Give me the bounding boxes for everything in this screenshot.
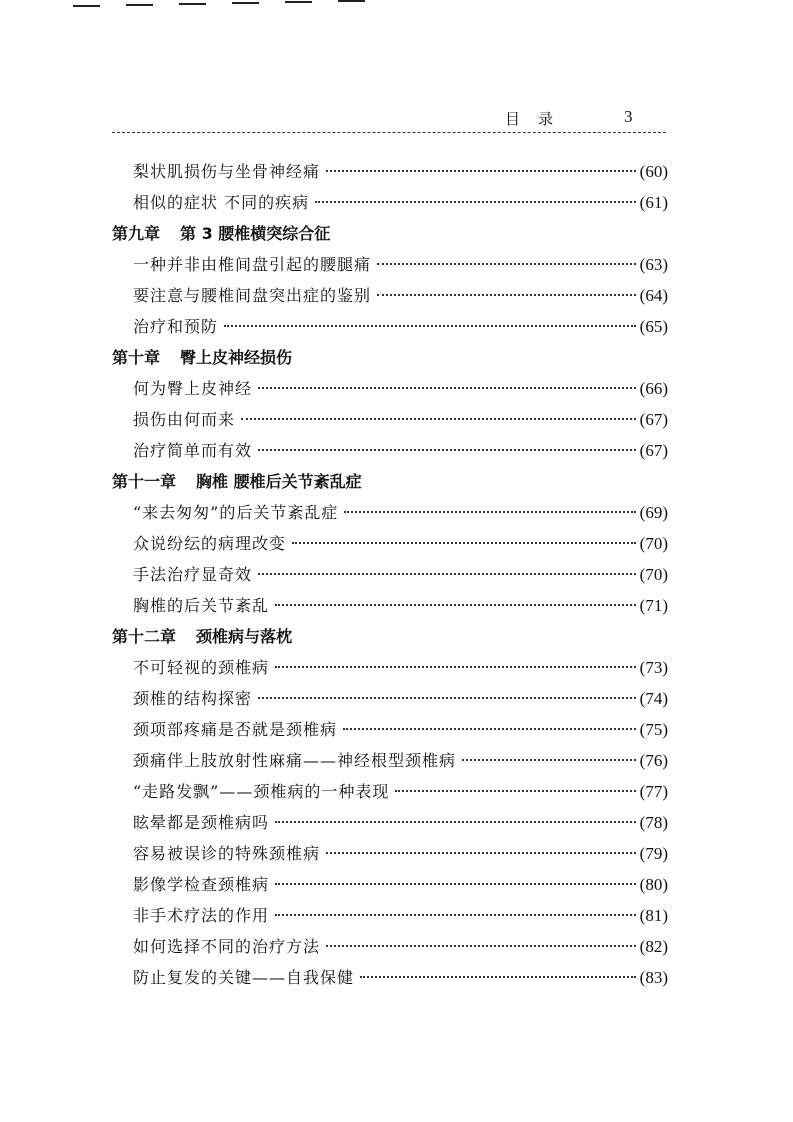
toc-entry[interactable] [112,373,668,404]
entry-page: (66) [639,379,668,398]
entry-page: (78) [639,813,668,832]
entry-title: 影像学检查颈椎病 [133,875,270,894]
scan-mark [232,2,259,4]
entry-page: (60) [639,162,668,181]
scan-edge-marks [70,0,370,8]
entry-title: 梨状肌损伤与坐骨神经痛 [133,162,321,181]
toc-entry[interactable] [112,745,668,776]
entry-page: (73) [639,658,668,677]
scan-mark [338,0,365,2]
table-of-contents [112,156,668,993]
entry-page: (67) [639,410,668,429]
entry-page: (81) [639,906,668,925]
dot-leader [326,945,636,947]
chapter-title: 胸椎 腰椎后关节紊乱症 [196,472,362,491]
entry-page: (65) [639,317,668,336]
dot-leader [275,666,636,668]
toc-entry[interactable] [112,714,668,745]
entry-title: 治疗简单而有效 [133,441,253,460]
running-head-title: 目录 [505,110,572,128]
dot-leader [275,604,636,606]
entry-title: 胸椎的后关节紊乱 [133,596,270,615]
dot-leader [275,821,636,823]
toc-entry[interactable] [112,590,668,621]
entry-title: “来去匆匆”的后关节紊乱症 [133,503,339,522]
dot-leader [344,511,635,513]
entry-title: 一种并非由椎间盘引起的腰腿痛 [133,255,372,274]
toc-entry[interactable] [112,187,668,218]
dot-leader [275,883,636,885]
entry-title: 相似的症状 不同的疾病 [133,193,310,212]
chapter-number: 第九章 [112,224,161,243]
entry-page: (69) [639,503,668,522]
entry-title: 不可轻视的颈椎病 [133,658,270,677]
entry-title: 手法治疗显奇效 [133,565,253,584]
dot-leader [462,759,636,761]
entry-title: 非手术疗法的作用 [133,906,270,925]
entry-title: 众说纷纭的病理改变 [133,534,287,553]
chapter-title: 颈椎病与落枕 [196,627,293,646]
toc-entry[interactable] [112,249,668,280]
dot-leader [258,387,636,389]
entry-title: 眩晕都是颈椎病吗 [133,813,270,832]
toc-entry[interactable] [112,931,668,962]
entry-page: (61) [639,193,668,212]
scan-mark [73,5,100,7]
entry-title: 防止复发的关键——自我保健 [133,968,355,987]
dot-leader [292,542,636,544]
entry-title: 治疗和预防 [133,317,219,336]
toc-entry[interactable] [112,559,668,590]
dot-leader [258,697,636,699]
dot-leader [258,573,636,575]
dot-leader [315,201,636,203]
entry-title: 颈痛伴上肢放射性麻痛——神经根型颈椎病 [133,751,457,770]
scan-mark [126,4,153,6]
dot-leader [377,294,636,296]
entry-title: 颈椎的结构探密 [133,689,253,708]
entry-title: 容易被误诊的特殊颈椎病 [133,844,321,863]
scan-mark [179,3,206,5]
chapter-title: 臀上皮神经损伤 [180,348,293,367]
scan-mark [285,1,312,3]
dot-leader [326,852,636,854]
toc-entry[interactable] [112,900,668,931]
running-head [505,108,670,128]
dot-leader [360,976,636,978]
entry-page: (80) [639,875,668,894]
entry-page: (79) [639,844,668,863]
chapter-title: 第 3 腰椎横突综合征 [180,224,331,243]
entry-page: (64) [639,286,668,305]
entry-page: (76) [639,751,668,770]
chapter-number: 第十章 [112,348,161,367]
entry-page: (82) [639,937,668,956]
entry-title: 何为臀上皮神经 [133,379,253,398]
entry-page: (75) [639,720,668,739]
toc-entry[interactable] [112,280,668,311]
entry-page: (70) [639,534,668,553]
dot-leader [377,263,636,265]
chapter-heading[interactable] [112,218,668,249]
toc-entry[interactable] [112,869,668,900]
entry-title: “走路发飘”——颈椎病的一种表现 [133,782,390,801]
toc-entry[interactable] [112,497,668,528]
dot-leader [343,728,636,730]
chapter-number: 第十二章 [112,627,177,646]
toc-entry[interactable] [112,311,668,342]
chapter-heading[interactable] [112,342,668,373]
toc-entry[interactable] [112,776,668,807]
entry-title: 如何选择不同的治疗方法 [133,937,321,956]
dot-leader [224,325,636,327]
header-rule [112,132,666,133]
toc-entry[interactable] [112,838,668,869]
toc-entry[interactable] [112,683,668,714]
entry-page: (71) [639,596,668,615]
entry-page: (67) [639,441,668,460]
entry-title: 要注意与腰椎间盘突出症的鉴别 [133,286,372,305]
toc-entry[interactable] [112,156,668,187]
chapter-number: 第十一章 [112,472,177,491]
toc-entry[interactable] [112,962,668,993]
toc-entry[interactable] [112,807,668,838]
dot-leader [258,449,636,451]
toc-entry[interactable] [112,404,668,435]
entry-title: 损伤由何而来 [133,410,236,429]
dot-leader [275,914,636,916]
toc-entry[interactable] [112,435,668,466]
entry-page: (70) [639,565,668,584]
entry-title: 颈项部疼痛是否就是颈椎病 [133,720,338,739]
entry-page: (77) [639,782,668,801]
dot-leader [395,790,635,792]
chapter-heading[interactable] [112,466,668,497]
chapter-heading[interactable] [112,621,668,652]
entry-page: (63) [639,255,668,274]
toc-entry[interactable] [112,652,668,683]
entry-page: (74) [639,689,668,708]
dot-leader [241,418,636,420]
toc-entry[interactable] [112,528,668,559]
dot-leader [326,170,636,172]
entry-page: (83) [639,968,668,987]
page-number: 3 [624,107,633,126]
